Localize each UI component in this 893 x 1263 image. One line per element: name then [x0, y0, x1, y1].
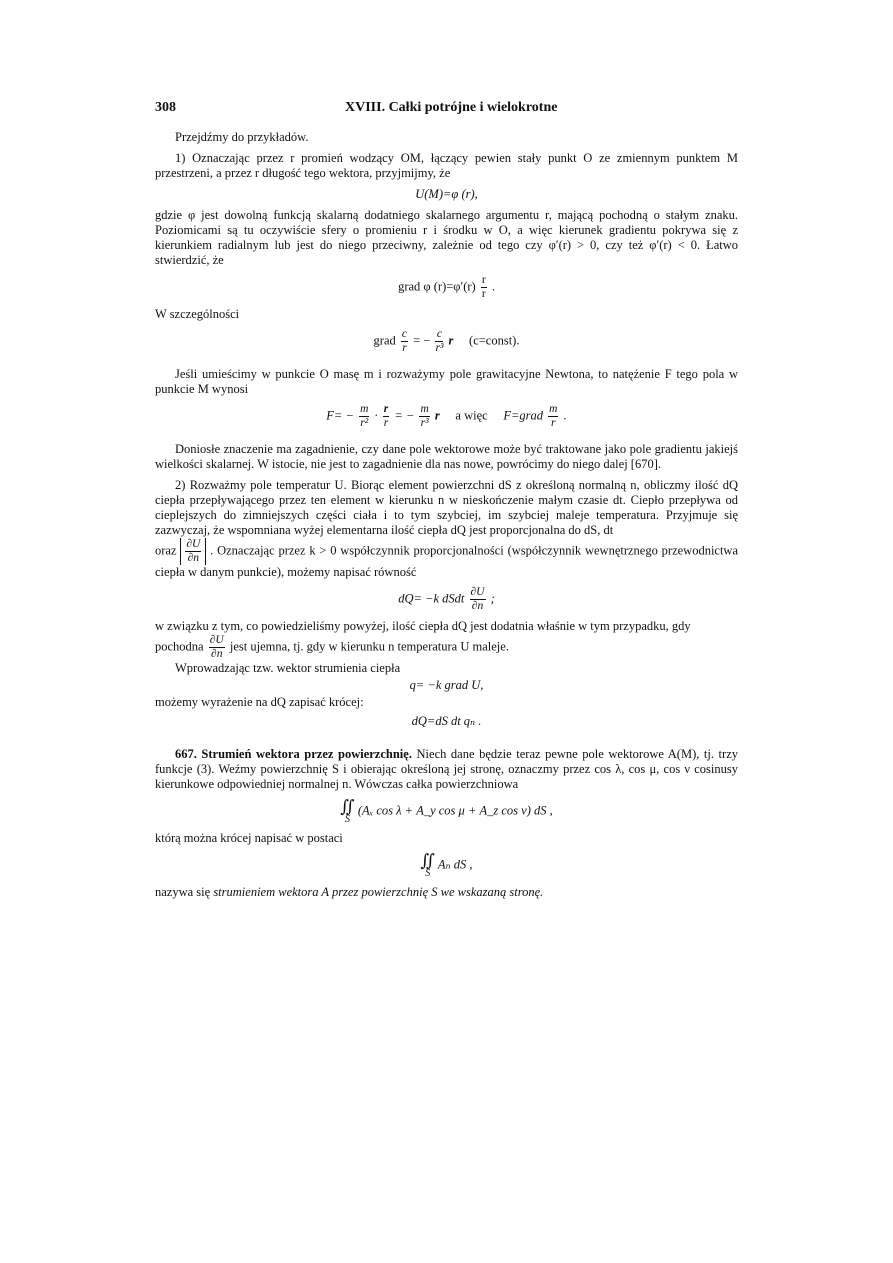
paragraph-gradient: gdzie φ jest dowolną funkcją skalarną dodatniego skalarnego argumentu r, mającą pochodną o stałym znaku. Poziomicami są tu oczywiście sfery o promieniu r i środku w O, a więc kierunek gradientu pokrywa się z kierunkiem radialnym lub jest do niego przeciwny, zależnie od tego czy φ′(r) > 0, czy też φ′(r) < 0. Łatwo stwierdzić, że — [155, 208, 738, 267]
equation-flux-integral: ∬ S Aₙ dS , — [420, 851, 473, 879]
page-header — [155, 100, 738, 120]
eq2-end: . — [491, 279, 495, 294]
equation-grad-phi — [155, 274, 738, 301]
document-page — [155, 100, 738, 900]
paragraph-example-2: 2) Rozważmy pole temperatur U. Biorąc element powierzchni dS z określoną normalną n, obliczmy ilość dQ ciepła przepływającego przez ten element w kierunku n w nieskończenie małym czasie dt. Ciepło przepływa od cieplejszych do zimniejszych części ciała i to tym szybciej, im szybciej maleje temperatura. Przyjmuje się zazwyczaj, że wspomniana wyżej elementarna ilość ciepła dQ jest proporcjonalna do dS, dt — [155, 478, 738, 537]
paragraph-intro: Przejdźmy do przykładów. — [175, 130, 309, 144]
eq3-eq: = − — [413, 333, 431, 348]
paragraph-example-1: 1) Oznaczając przez r promień wodzący OM, łączący pewien stały punkt O ze zmiennym punktem M przestrzeni, a przez r długość tego wektora, przyjmijmy, że — [155, 151, 738, 180]
equation-dQ: dQ= −k dSdt $\frac{\partial U}{\partial n}$ ; — [398, 586, 495, 612]
eq3-note: (c=const). — [469, 333, 520, 348]
running-title: XVIII. Całki potrójne i wielokrotne — [345, 100, 558, 115]
equation-grad-c-r — [155, 328, 738, 355]
eq3-fraction-1: $\frac{c}{r}$ — [401, 328, 407, 354]
paragraph-positive-heat: w związku z tym, co powiedzieliśmy powyżej, ilość ciepła dQ jest dodatnia właśnie w tym przypadku, gdy — [155, 619, 691, 633]
paragraph-w-szczegolnosci: W szczególności — [155, 307, 240, 321]
paragraph-heat-flux: Wprowadzając tzw. wektor strumienia ciepła — [175, 661, 401, 675]
page-number: 308 — [155, 100, 176, 115]
equation-U: U(M)=φ (r), — [415, 187, 478, 201]
eq3-fraction-2: $\frac{c}{\text{r³}}$ — [435, 328, 444, 354]
paragraph-section-667: 667. Strumień wektora przez powierzchnię. Niech dane będzie teraz pewne pole wektorowe A(M), tj. trzy funkcje (3). Weźmy powierzchnię S i obierając określoną jej stronę, oznaczmy przez cos λ, cos μ, cos ν cosinusy kierunkowe odpowiedniej normalnej n. Wówczas całka powierzchniowa — [155, 747, 738, 791]
section-heading: 667. Strumień wektora przez powierzchnię. — [175, 747, 412, 761]
equation-q: q= −k grad U, — [409, 678, 484, 692]
equation-surface-integral: ∬ S (Aₓ cos λ + A_y cos μ + A_z cos ν) dS , — [340, 797, 553, 825]
equation-F: F= − $\frac{m}{\text{r²}}$ · $\frac{r}{r}$ = − $\frac{m}{\text{r³}}$ r a więc F=grad $\frac{m}{r}$ . — [326, 403, 567, 429]
paragraph-shorter: możemy wyrażenie na dQ zapisać krócej: — [155, 695, 364, 709]
equation-dQ-short: dQ=dS dt qₙ . — [411, 714, 482, 728]
paragraph-newton: Jeśli umieścimy w punkcie O masę m i rozważymy pole grawitacyjne Newtona, to natężenie F tego pola w punkcie M wynosi — [155, 367, 738, 396]
eq3-after: r — [448, 333, 454, 348]
paragraph-definition: nazywa się strumieniem wektora A przez powierzchnię S we wskazaną stronę. — [155, 885, 544, 899]
paragraph-gradient-field: Doniosłe znaczenie ma zagadnienie, czy dane pole wektorowe może być traktowane jako pole gradientu jakiejś wielkości skalarnej. W istocie, nie jest to zagadnienie dla nas nowe, powrócimy do niego dalej [670]. — [155, 442, 738, 471]
paragraph-pochodna: pochodna $\frac{\partial U}{\partial n}$ jest ujemna, tj. gdy w kierunku n temperatura U maleje. — [155, 634, 509, 660]
paragraph-oraz: oraz $\frac{\partial U}{\partial n}$ . Oznaczając przez k > 0 współczynnik proporcjonalności (współczynnik wewnętrznego przewodnictwa ciepła w danym punkcie), możemy napisać równość — [155, 538, 739, 579]
paragraph-krocej: którą można krócej napisać w postaci — [155, 831, 343, 845]
eq3-grad: grad — [373, 333, 396, 348]
eq2-left: grad φ (r)=φ′(r) — [398, 279, 476, 294]
eq2-fraction: $\frac{r}{r}$ — [481, 274, 486, 300]
